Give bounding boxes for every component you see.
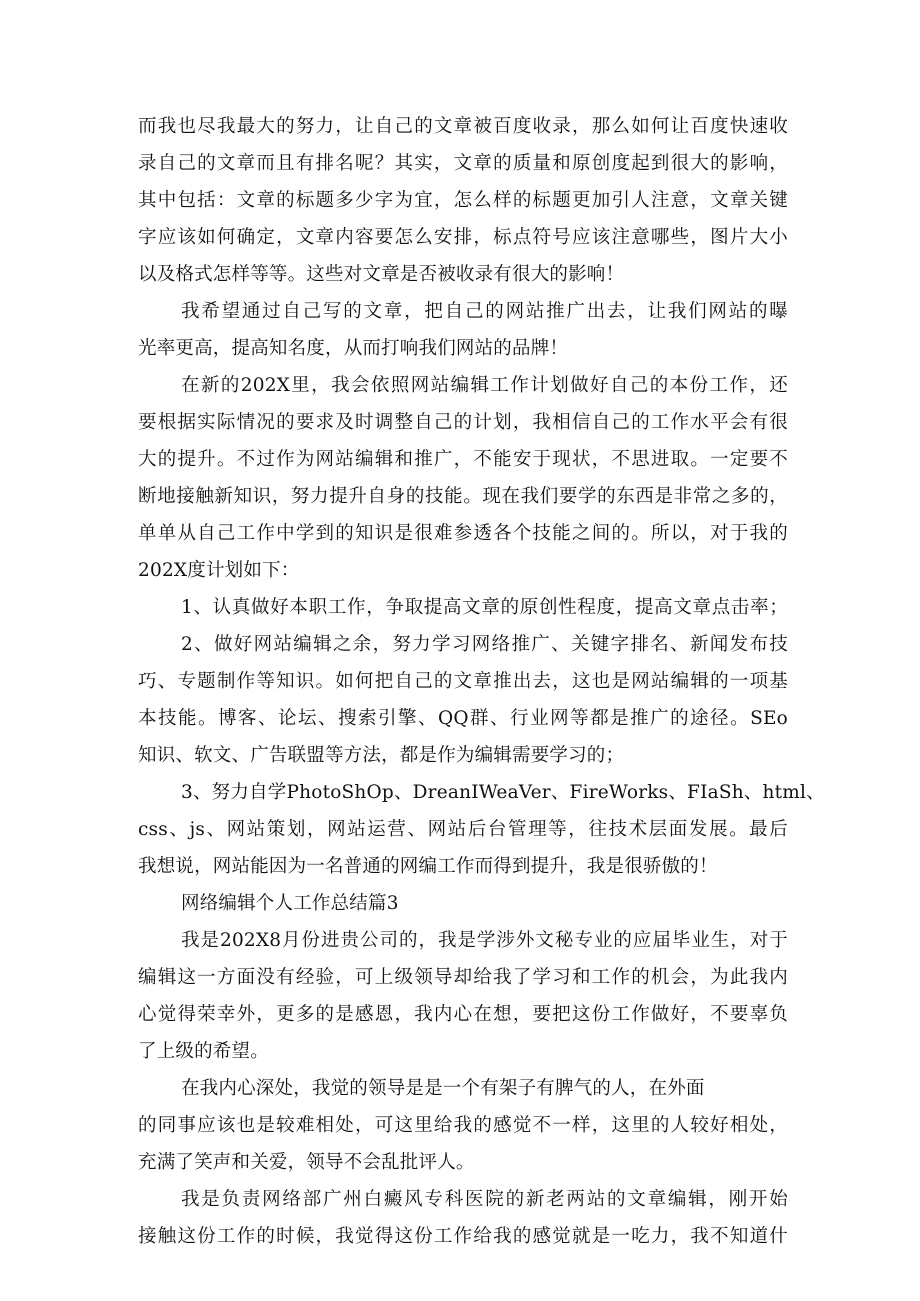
text-line: 本技能。博客、论坛、搜索引擎、QQ群、行业网等都是推广的途径。SEo [138, 708, 788, 729]
text-line: 单单从自己工作中学到的知识是很难参透各个技能之间的。所以，对于我的 [138, 523, 788, 544]
text-line: 2、做好网站编辑之余，努力学习网络推广、关键字排名、新闻发布技 [181, 634, 788, 655]
text-line: 大的提升。不过作为网站编辑和推广，不能安于现状，不思进取。一定要不 [138, 449, 788, 470]
text-line: 我想说，网站能因为一名普通的网编工作而得到提升，我是很骄傲的！ [138, 856, 718, 877]
text-line: 断地接触新知识，努力提升自身的技能。现在我们要学的东西是非常之多的， [138, 486, 788, 507]
text-line: 其中包括：文章的标题多少字为宜，怎么样的标题更加引人注意，文章关键 [138, 190, 788, 211]
text-line: 202X度计划如下： [138, 560, 300, 581]
text-line: 以及格式怎样等等。这些对文章是否被收录有很大的影响！ [138, 264, 625, 285]
text-line: 充满了笑声和关爱，领导不会乱批评人。 [138, 1152, 475, 1173]
text-line: 接触这份工作的时候，我觉得这份工作给我的感觉就是一吃力，我不知道什 [138, 1226, 788, 1247]
text-line: 录自己的文章而且有排名呢？其实，文章的质量和原创度起到很大的影响， [138, 153, 788, 174]
text-line: 字应该如何确定，文章内容要怎么安排，标点符号应该注意哪些，图片大小 [138, 227, 788, 248]
text-line: 在我内心深处，我觉的领导是是一个有架子有脾气的人，在外面 [181, 1078, 705, 1099]
text-line: 光率更高，提高知名度，从而打响我们网站的品牌！ [138, 338, 569, 359]
text-line: 我是负责网络部广州白癜风专科医院的新老两站的文章编辑，刚开始 [181, 1189, 788, 1210]
text-line: 而我也尽我最大的努力，让自己的文章被百度收录，那么如何让百度快速收 [138, 116, 788, 137]
section-heading: 网络编辑个人工作总结篇3 [181, 893, 399, 914]
text-line: css、js、网站策划，网站运营、网站后台管理等，往技术层面发展。最后 [138, 819, 788, 840]
text-line: 我是202X8月份进贵公司的，我是学涉外文秘专业的应届毕业生，对于 [181, 930, 788, 951]
text-line: 的同事应该也是较难相处，可这里给我的感觉不一样，这里的人较好相处， [138, 1115, 788, 1136]
text-line: 我希望通过自己写的文章，把自己的网站推广出去，让我们网站的曝 [181, 301, 788, 322]
text-line: 3、努力自学PhotoShOp、DreanIWeaVer、FireWorks、FIaSh、html、 [181, 782, 825, 803]
text-line: 巧、专题制作等知识。如何把自己的文章推出去，这也是网站编辑的一项基 [138, 671, 788, 692]
text-line: 在新的202X里，我会依照网站编辑工作计划做好自己的本份工作，还 [181, 375, 788, 396]
text-line: 心觉得荣幸外，更多的是感恩，我内心在想，要把这份工作做好，不要辜负 [138, 1004, 788, 1025]
text-line: 知识、软文、广告联盟等方法，都是作为编辑需要学习的； [138, 745, 625, 766]
text-line: 1、认真做好本职工作，争取提高文章的原创性程度，提高文章点击率； [181, 597, 788, 618]
document-body [138, 108, 825, 1255]
text-line: 要根据实际情况的要求及时调整自己的计划，我相信自己的工作水平会有很 [138, 412, 788, 433]
text-line: 了上级的希望。 [138, 1041, 269, 1062]
text-line: 编辑这一方面没有经验，可上级领导却给我了学习和工作的机会，为此我内 [138, 967, 788, 988]
